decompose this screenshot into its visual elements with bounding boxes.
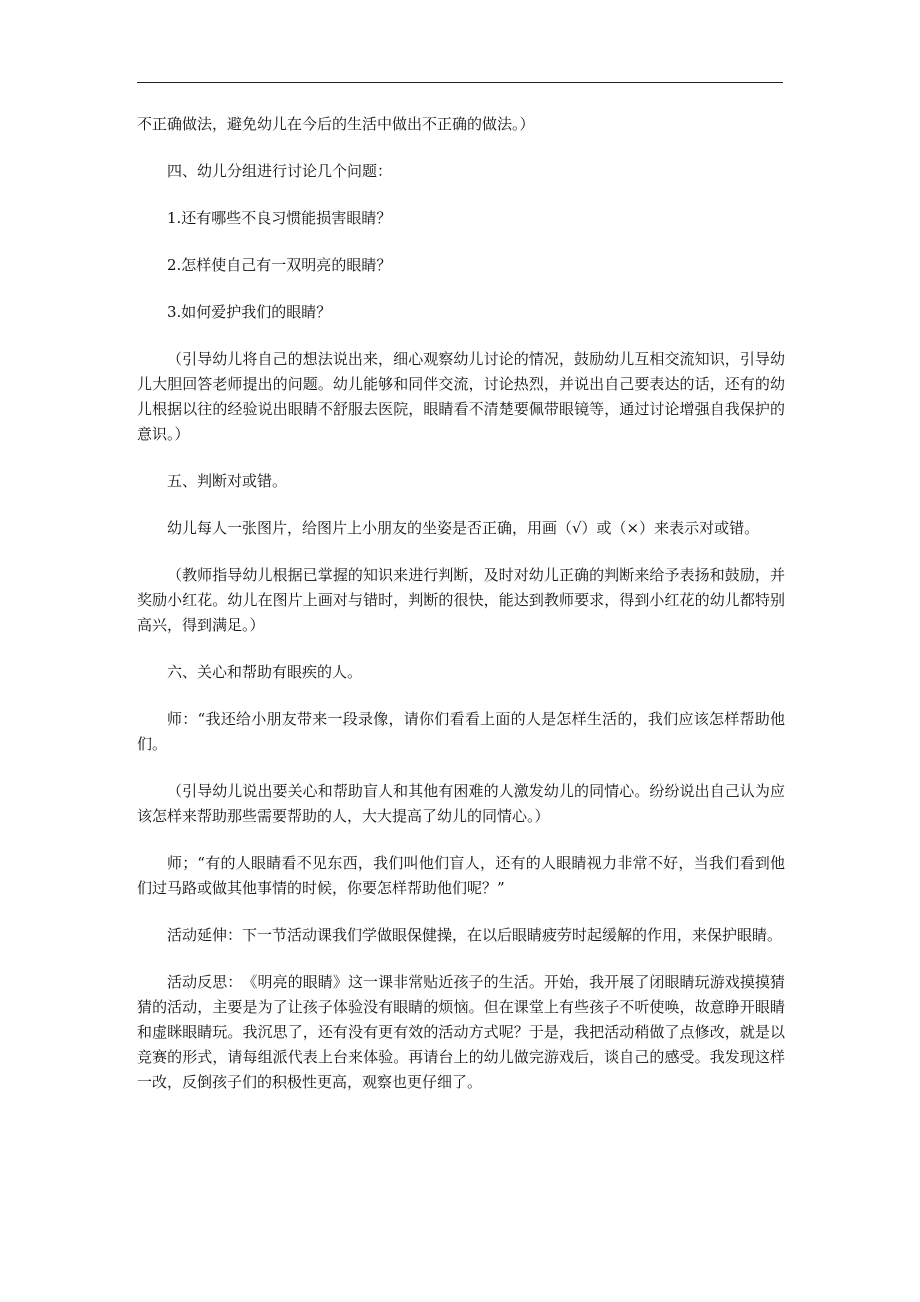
judgement-note: （教师指导幼儿根据已掌握的知识来进行判断，及时对幼儿正确的判断来给予表扬和鼓励，并奖励小红花。幼儿在图片上画对与错时，判断的很快，能达到教师要求，得到小红花的幼儿都特别高兴，得到满足。） (137, 566, 785, 634)
activity-extension: 活动延伸：下一节活动课我们学做眼保健操，在以后眼睛疲劳时起缓解的作用，来保护眼睛。 (167, 926, 783, 944)
section-heading-four: 四、幼儿分组进行讨论几个问题： (167, 162, 393, 180)
question-item-1: 1.还有哪些不良习惯能损害眼睛？ (167, 209, 392, 227)
section-heading-five: 五、判断对或错。 (167, 472, 288, 490)
question-item-2: 2.怎样使自己有一双明亮的眼睛？ (167, 256, 392, 274)
activity-reflection: 活动反思： 《明亮的眼睛》这一课非常贴近孩子的生活。开始，我开展了闭眼睛玩游戏摸摸猜猜的活动，主要是为了让孩子体验没有眼睛的烦恼。但在课堂上有些孩子不听使唤，故意睁开眼睛和虚眯眼睛玩。我沉思了，还有没有更有效的活动方式呢？于是，我把活动稍做了点修改，就是以竞赛的形式，请每组派代表上台来体验。再请台上的幼儿做完游戏后，谈自己的感受。我发现这样一改，反倒孩子们的积极性更高，观察也更仔细了。 (137, 973, 785, 1091)
question-item-3: 3.如何爱护我们的眼睛？ (167, 303, 332, 321)
paragraph-continuation: 不正确做法，避免幼儿在今后的生活中做出不正确的做法。） (137, 115, 535, 133)
header-rule (137, 82, 783, 83)
teacher-quote-video: 师：“我还给小朋友带来一段录像，请你们看看上面的人是怎样生活的，我们应该怎样帮助他们。 (137, 710, 785, 753)
section-heading-six: 六、关心和帮助有眼疾的人。 (167, 663, 363, 681)
discussion-note: （引导幼儿将自己的想法说出来，细心观察幼儿讨论的情况，鼓励幼儿互相交流知识，引导幼儿大胆回答老师提出的问题。幼儿能够和同伴交流，讨论热烈，并说出自己要表达的话，还有的幼儿根据以往的经验说出眼睛不舒服去医院，眼睛看不清楚要佩带眼镜等，通过讨论增强自我保护的意识。） (137, 350, 785, 443)
teacher-quote-blind: 师；“有的人眼睛看不见东西，我们叫他们盲人，还有的人眼睛视力非常不好，当我们看到他们过马路或做其他事情的时候，你要怎样帮助他们呢？” (137, 854, 785, 897)
judgement-activity: 幼儿每人一张图片，给图片上小朋友的坐姿是否正确，用画（√）或（×）来表示对或错。 (167, 519, 760, 537)
empathy-note: （引导幼儿说出要关心和帮助盲人和其他有困难的人激发幼儿的同情心。纷纷说出自己认为应该怎样来帮助那些需要帮助的人，大大提高了幼儿的同情心。） (137, 782, 785, 825)
document-body (137, 112, 785, 1117)
